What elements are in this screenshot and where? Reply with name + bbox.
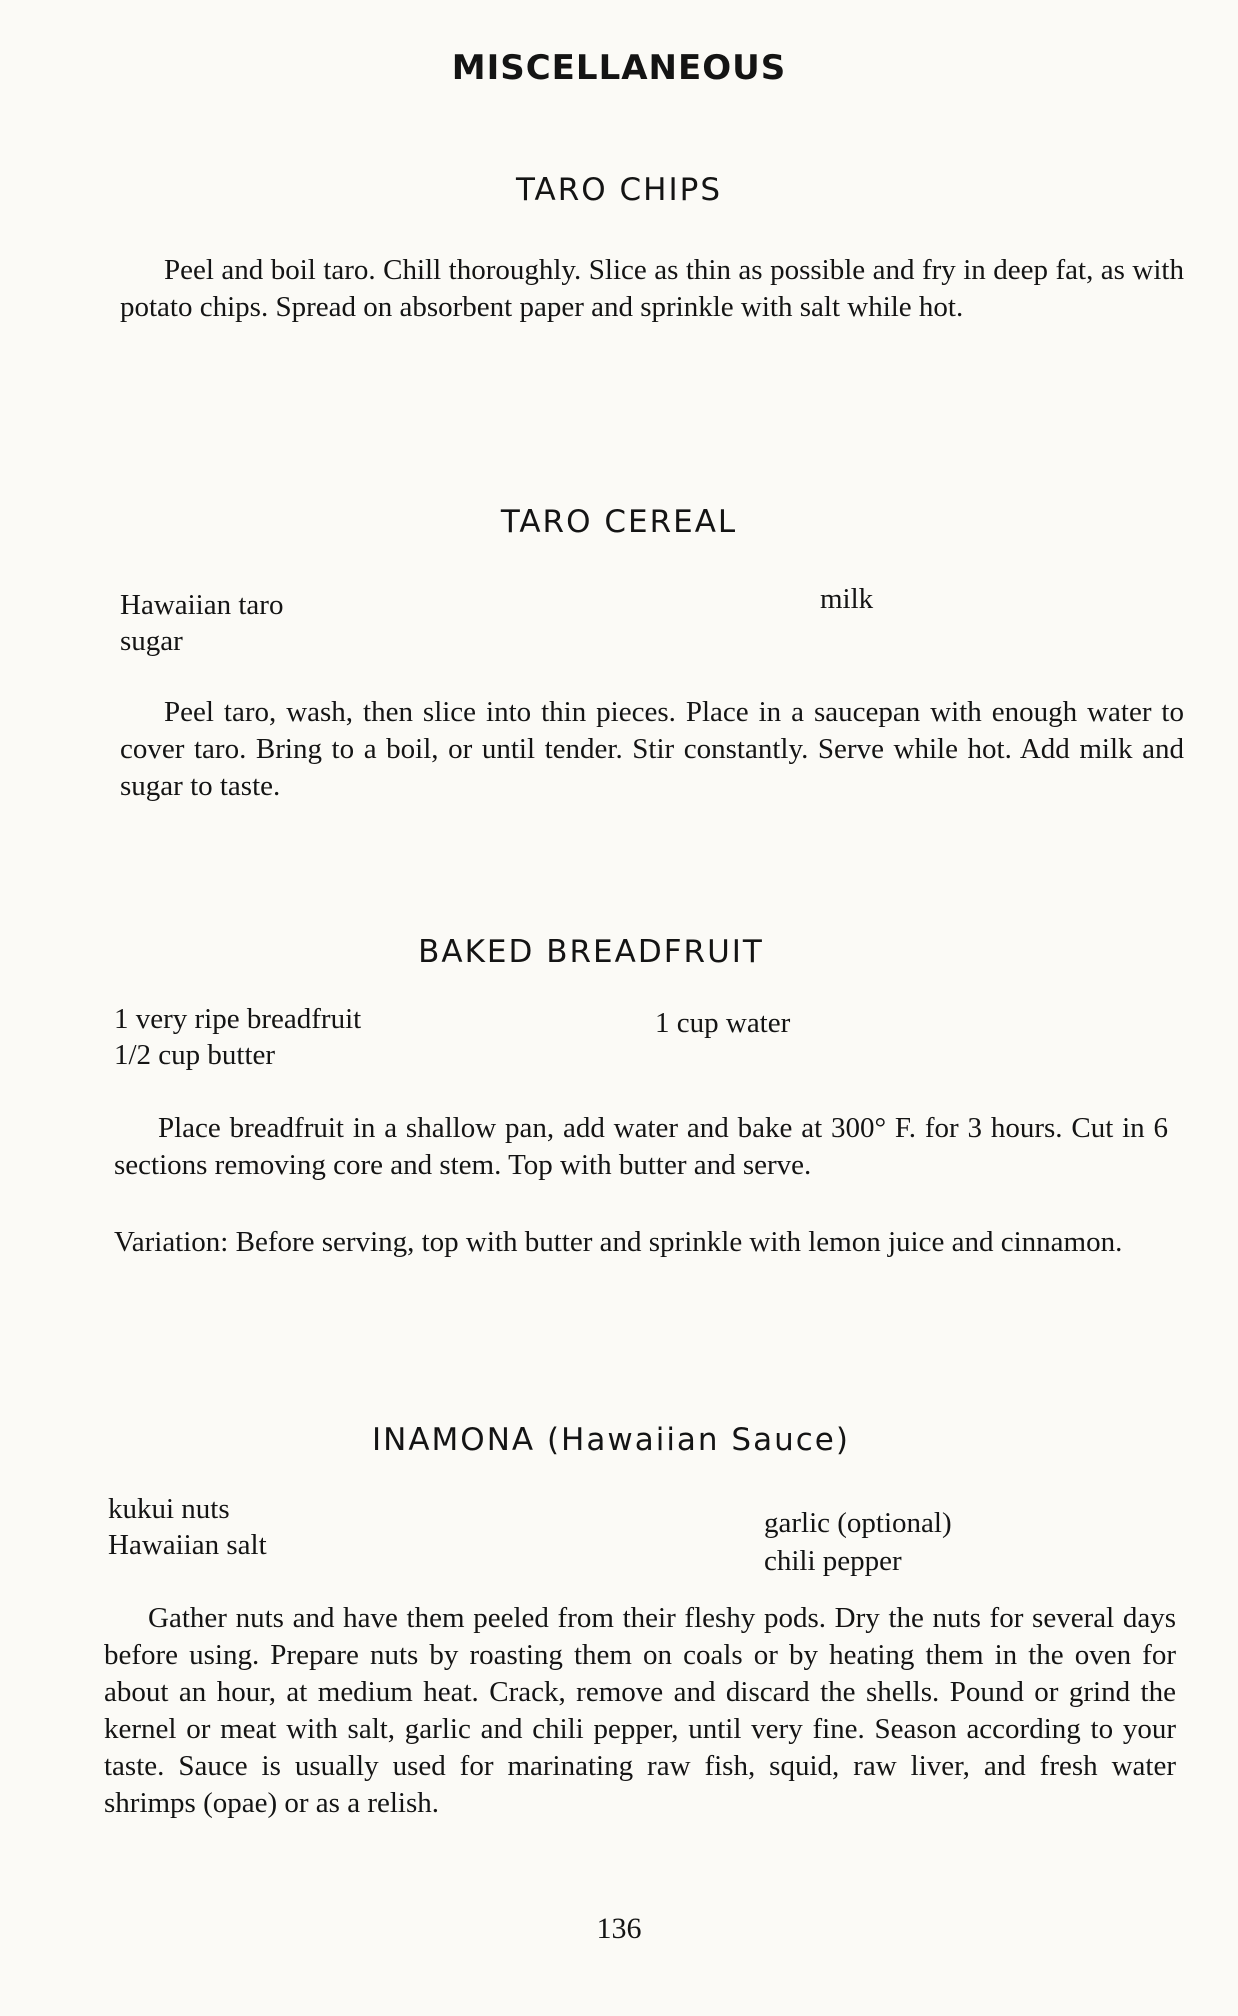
ingredient-item: chili pepper bbox=[764, 1545, 902, 1577]
ingredient-item: Hawaiian salt bbox=[108, 1529, 267, 1561]
spiral-binding bbox=[1208, 0, 1238, 2016]
ingredient-item: sugar bbox=[120, 625, 183, 657]
recipe-title-inamona: INAMONA (Hawaiian Sauce) bbox=[372, 1422, 850, 1458]
recipe-instructions-taro-chips: Peel and boil taro. Chill thoroughly. Slice as thin as possible and fry in deep fat, as with potato chips. Spread on absorbent paper and sprinkle with salt while hot. bbox=[120, 254, 1184, 323]
ingredient-item: kukui nuts bbox=[108, 1493, 230, 1525]
recipe-instructions-taro-cereal: Peel taro, wash, then slice into thin pieces. Place in a saucepan with enough water to cover taro. Bring to a boil, or until tender. Stir constantly. Serve while hot. Add milk and sugar to taste. bbox=[120, 696, 1184, 802]
ingredient-item: 1 cup water bbox=[655, 1007, 791, 1039]
ingredient-item: milk bbox=[820, 583, 874, 615]
recipe-variation-baked-breadfruit: Variation: Before serving, top with butter and sprinkle with lemon juice and cinnamon. bbox=[114, 1226, 1123, 1258]
recipe-instructions-inamona: Gather nuts and have them peeled from their fleshy pods. Dry the nuts for several days before using. Prepare nuts by roasting them on coals or by heating them in the oven for about an hour, at medium heat. Crack, remove and discard the shells. Pound or grind the kernel or meat with salt, garlic and chili pepper, until very fine. Season according to your taste. Sauce is usually used for marinating raw fish, squid, raw liver, and fresh water shrimps (opae) or as a relish. bbox=[104, 1602, 1176, 1819]
ingredient-item: 1/2 cup butter bbox=[114, 1039, 276, 1071]
page-number: 136 bbox=[596, 1912, 642, 1945]
ingredient-item: garlic (optional) bbox=[764, 1507, 952, 1539]
ingredient-item: 1 very ripe breadfruit bbox=[114, 1003, 362, 1035]
recipe-instructions-baked-breadfruit: Place breadfruit in a shallow pan, add water and bake at 300° F. for 3 hours. Cut in 6 sections removing core and stem. Top with butter and serve. bbox=[114, 1112, 1168, 1181]
recipe-title-taro-cereal: TARO CEREAL bbox=[500, 504, 738, 540]
recipe-title-taro-chips: TARO CHIPS bbox=[516, 172, 722, 208]
recipe-title-baked-breadfruit: BAKED BREADFRUIT bbox=[418, 934, 764, 970]
ingredient-item: Hawaiian taro bbox=[120, 589, 284, 621]
page-title: MISCELLANEOUS bbox=[451, 48, 787, 88]
